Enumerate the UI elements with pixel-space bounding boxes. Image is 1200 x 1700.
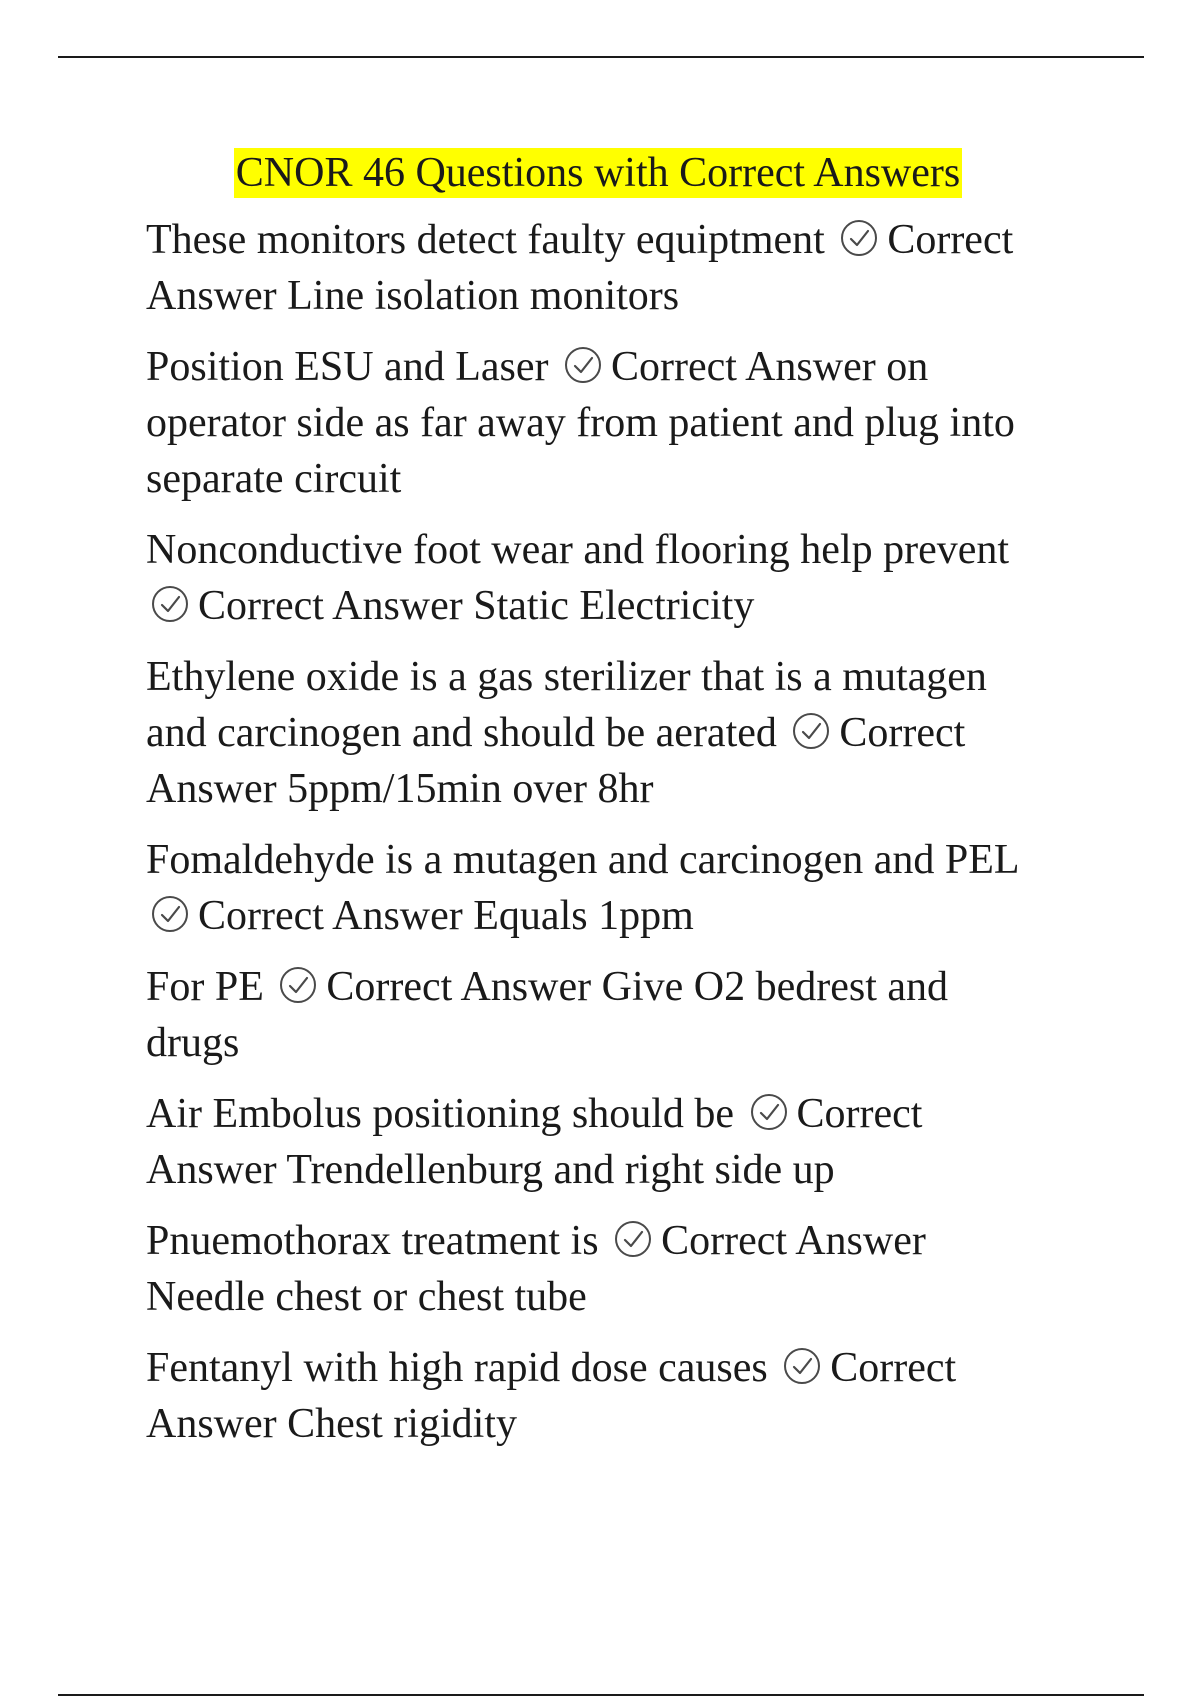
check-circle-icon <box>782 1346 822 1386</box>
qa-list <box>146 212 1046 1467</box>
qa-item <box>146 832 1046 944</box>
qa-item <box>146 649 1046 817</box>
footer-rule <box>58 1694 1144 1696</box>
answer-text: Give O2 bedrest and drugs <box>146 964 949 1066</box>
qa-item <box>146 339 1046 507</box>
check-circle-icon <box>150 894 190 934</box>
answer-text: Needle chest or chest tube <box>146 1274 587 1320</box>
answer-prefix: Correct Answer <box>198 583 463 629</box>
title-wrap <box>0 148 1200 198</box>
answer-text: Line isolation monitors <box>287 273 680 319</box>
qa-item <box>146 1086 1046 1198</box>
question-text: For PE <box>146 964 264 1010</box>
check-circle-icon <box>839 218 879 258</box>
question-text: Position ESU and Laser <box>146 344 549 390</box>
qa-item <box>146 522 1046 634</box>
check-circle-icon <box>150 584 190 624</box>
check-circle-icon <box>749 1092 789 1132</box>
qa-item <box>146 959 1046 1071</box>
question-text: Air Embolus positioning should be <box>146 1091 734 1137</box>
question-text: Ethylene oxide is a gas sterilizer that is a mutagen and carcinogen and should be aerated <box>146 654 987 756</box>
check-circle-icon <box>613 1219 653 1259</box>
answer-text: 5ppm/15min over 8hr <box>287 766 654 812</box>
qa-item <box>146 1340 1046 1452</box>
answer-prefix: Correct Answer <box>146 217 1014 319</box>
question-text: Fentanyl with high rapid dose causes <box>146 1345 768 1391</box>
answer-text: Equals 1ppm <box>473 893 694 939</box>
answer-text: on operator side as far away from patient and plug into separate circuit <box>146 344 1015 502</box>
answer-prefix: Correct Answer <box>326 964 592 1010</box>
question-text: Nonconductive foot wear and flooring help prevent <box>146 527 1010 573</box>
page-title: CNOR 46 Questions with Correct Answers <box>235 150 961 196</box>
check-circle-icon <box>563 345 603 385</box>
answer-prefix: Correct Answer <box>146 710 966 812</box>
question-text: Pnuemothorax treatment is <box>146 1218 599 1264</box>
answer-text: Chest rigidity <box>287 1401 517 1447</box>
header-rule <box>58 56 1144 58</box>
qa-item <box>146 1213 1046 1325</box>
check-circle-icon <box>278 965 318 1005</box>
answer-text: Static Electricity <box>473 583 755 629</box>
question-text: These monitors detect faulty equiptment <box>146 217 825 263</box>
check-circle-icon <box>791 711 831 751</box>
qa-item <box>146 212 1046 324</box>
answer-prefix: Correct Answer <box>198 893 463 939</box>
answer-prefix: Correct Answer <box>661 1218 926 1264</box>
answer-prefix: Correct Answer <box>146 1091 923 1193</box>
answer-prefix: Correct Answer <box>146 1345 957 1447</box>
question-text: Fomaldehyde is a mutagen and carcinogen and PEL <box>146 837 1019 883</box>
answer-prefix: Correct Answer <box>610 344 876 390</box>
answer-text: Trendellenburg and right side up <box>286 1147 835 1193</box>
